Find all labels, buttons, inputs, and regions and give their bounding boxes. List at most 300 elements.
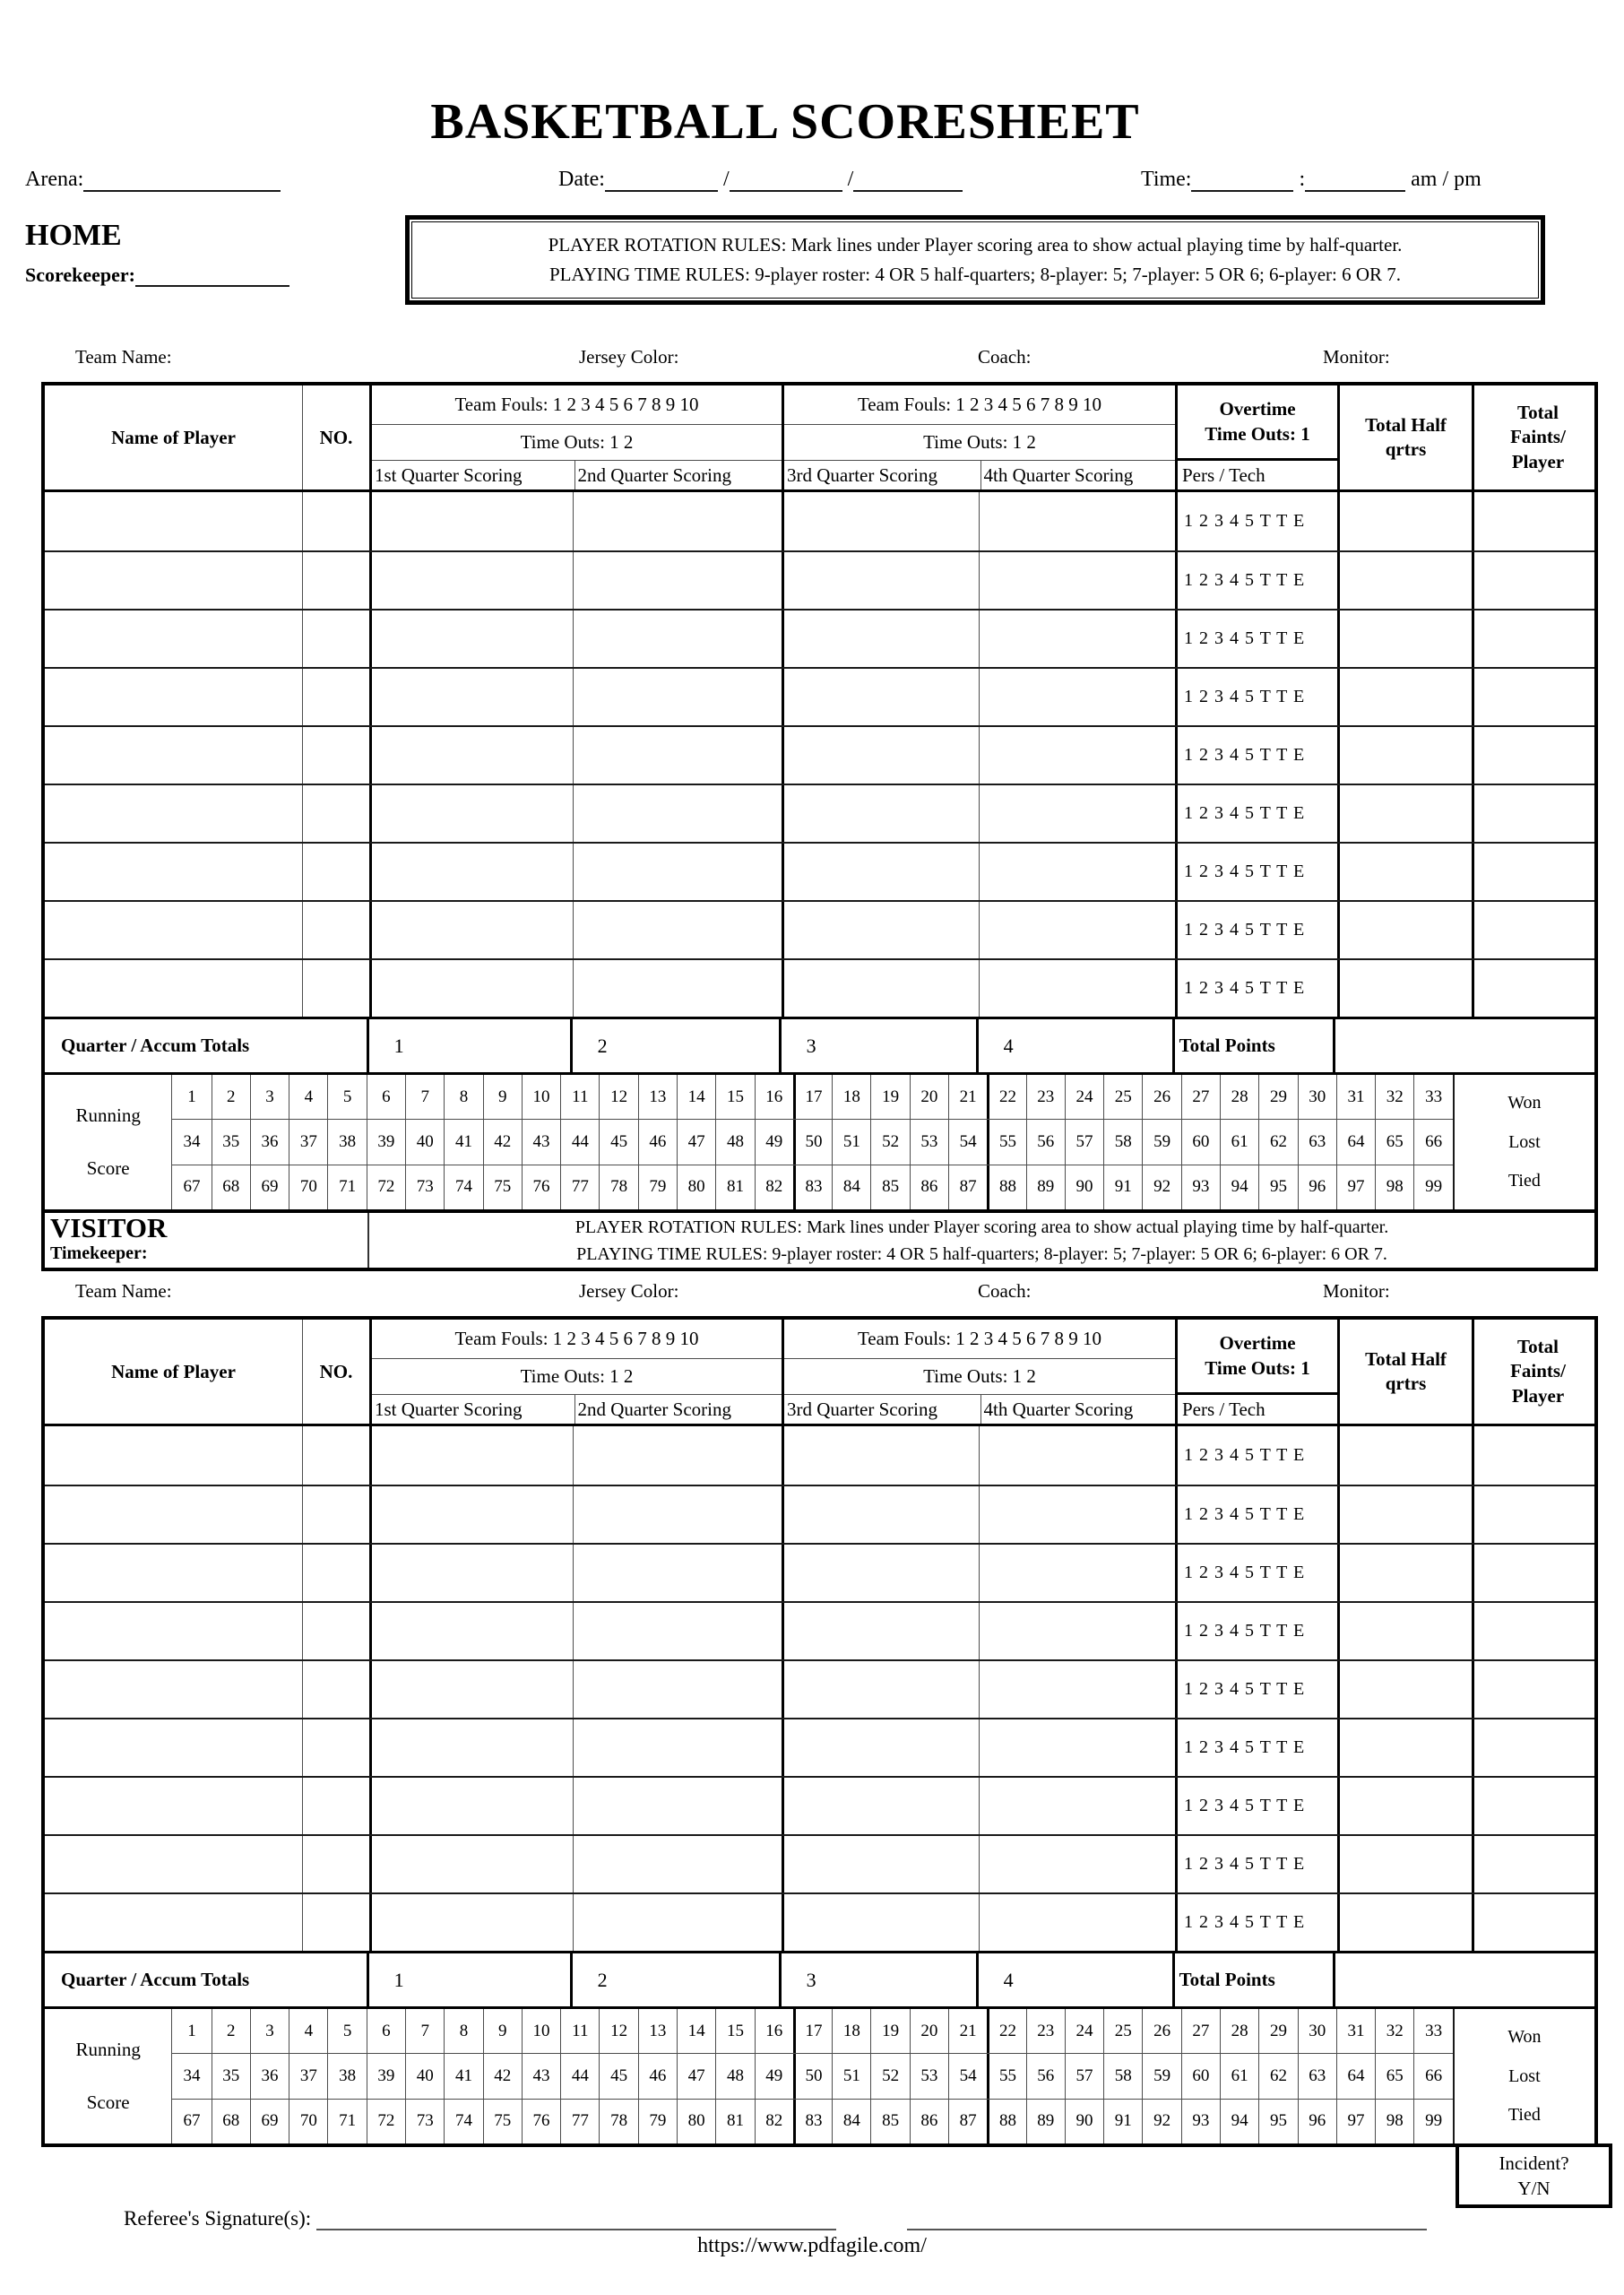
q1-scoring-cell[interactable] (369, 1836, 573, 1892)
q1-scoring-cell[interactable] (369, 785, 573, 842)
running-score-cell[interactable]: 15 (715, 1075, 754, 1119)
total-half-qrtrs-cell[interactable] (1337, 785, 1472, 842)
running-score-cell[interactable]: 49 (755, 2054, 793, 2098)
running-score-cell[interactable]: 91 (1103, 2100, 1142, 2143)
q2-scoring-cell[interactable] (573, 785, 782, 842)
running-score-cell[interactable]: 84 (832, 1165, 870, 1209)
total-half-qrtrs-cell[interactable] (1337, 1661, 1472, 1718)
running-score-cell[interactable]: 91 (1103, 1165, 1142, 1209)
running-score-cell[interactable]: 10 (522, 1075, 560, 1119)
total-faints-cell[interactable] (1472, 1894, 1602, 1951)
running-score-cell[interactable]: 93 (1181, 1165, 1220, 1209)
running-score-cell[interactable]: 21 (948, 1075, 987, 1119)
player-name-cell[interactable] (45, 1836, 302, 1892)
running-score-cell[interactable]: 34 (183, 1131, 201, 1151)
running-score-cell[interactable]: 82 (755, 1165, 793, 1209)
running-score-cell[interactable]: 94 (1220, 2100, 1258, 2143)
running-score-cell[interactable]: 23 (1026, 2009, 1065, 2053)
running-score-cell[interactable]: 47 (677, 2054, 715, 2098)
q2-scoring-cell[interactable] (573, 1778, 782, 1834)
total-half-qrtrs-cell[interactable] (1337, 1894, 1472, 1951)
running-score-cell[interactable]: 11 (560, 2009, 599, 2053)
q1-scoring-cell[interactable] (369, 552, 573, 609)
running-score-cell[interactable]: 4 (289, 2009, 327, 2053)
running-score-cell[interactable]: 77 (560, 1165, 599, 1209)
q1-scoring-cell[interactable] (369, 1778, 573, 1834)
date-day-field[interactable] (730, 165, 842, 192)
q4-total-cell[interactable]: 4 (976, 1953, 1172, 2006)
running-score-cell[interactable]: 13 (638, 2009, 677, 2053)
running-score-cell[interactable]: 65 (1375, 1120, 1413, 1164)
running-score-cell[interactable]: 95 (1258, 2100, 1297, 2143)
player-number-cell[interactable] (302, 1545, 369, 1601)
running-score-cell[interactable]: 64 (1336, 2054, 1375, 2098)
running-score-cell[interactable]: 61 (1220, 2054, 1258, 2098)
running-score-cell[interactable]: 17 (793, 1075, 832, 1119)
player-number-cell[interactable] (302, 1426, 369, 1485)
running-score-cell[interactable]: 77 (560, 2100, 599, 2143)
q3-scoring-cell[interactable] (782, 785, 979, 842)
player-name-cell[interactable] (45, 1426, 302, 1485)
q2-total-cell[interactable]: 2 (570, 1953, 779, 2006)
q2-scoring-cell[interactable] (573, 669, 782, 725)
q3-scoring-cell[interactable] (782, 1719, 979, 1776)
total-half-qrtrs-cell[interactable] (1337, 727, 1472, 784)
running-score-cell[interactable]: 65 (1375, 2054, 1413, 2098)
running-score-cell[interactable]: 1 (187, 1087, 196, 1106)
running-score-cell[interactable]: 40 (405, 2054, 444, 2098)
q4-scoring-cell[interactable] (979, 844, 1175, 900)
player-number-cell[interactable] (302, 1894, 369, 1951)
running-score-cell[interactable]: 83 (793, 1165, 832, 1209)
time-outs-header-1[interactable]: Time Outs: 1 2 (372, 425, 782, 461)
total-faints-cell[interactable] (1472, 1778, 1602, 1834)
running-score-cell[interactable]: 85 (870, 1165, 909, 1209)
running-score-cell[interactable]: 26 (1142, 1075, 1180, 1119)
running-score-cell[interactable]: 29 (1258, 2009, 1297, 2053)
footer-url[interactable]: https://www.pdfagile.com/ (697, 2234, 927, 2257)
q4-scoring-cell[interactable] (979, 785, 1175, 842)
total-half-qrtrs-cell[interactable] (1337, 1603, 1472, 1659)
running-score-cell[interactable]: 37 (289, 1120, 327, 1164)
running-score-cell[interactable]: 63 (1298, 2054, 1336, 2098)
q2-scoring-cell[interactable] (573, 492, 782, 550)
player-name-cell[interactable] (45, 960, 302, 1017)
total-half-qrtrs-cell[interactable] (1337, 552, 1472, 609)
q3-scoring-cell[interactable] (782, 1426, 979, 1485)
q1-scoring-cell[interactable] (369, 1426, 573, 1485)
q4-scoring-cell[interactable] (979, 611, 1175, 667)
running-score-cell[interactable]: 80 (677, 2100, 715, 2143)
result-option[interactable]: Lost (1508, 2066, 1541, 2086)
time-outs-header-2[interactable]: Time Outs: 1 2 (784, 425, 1175, 461)
running-score-cell[interactable]: 39 (367, 2054, 405, 2098)
q2-scoring-cell[interactable] (573, 902, 782, 958)
pers-tech-foul-scale[interactable]: 1 2 3 4 5 T T E (1175, 1719, 1337, 1776)
running-score-cell[interactable]: 95 (1258, 1165, 1297, 1209)
running-score-cell[interactable]: 54 (948, 1120, 987, 1164)
q3-scoring-cell[interactable] (782, 1836, 979, 1892)
running-score-cell[interactable]: 52 (870, 2054, 909, 2098)
q1-scoring-cell[interactable] (369, 1894, 573, 1951)
running-score-cell[interactable]: 56 (1026, 1120, 1065, 1164)
running-score-cell[interactable]: 70 (289, 2100, 327, 2143)
q2-scoring-cell[interactable] (573, 1486, 782, 1543)
running-score-cell[interactable]: 8 (444, 2009, 482, 2053)
running-score-cell[interactable]: 2 (212, 1075, 250, 1119)
q2-scoring-cell[interactable] (573, 960, 782, 1017)
player-number-cell[interactable] (302, 1603, 369, 1659)
player-name-cell[interactable] (45, 727, 302, 784)
running-score-cell[interactable]: 60 (1181, 1120, 1220, 1164)
q2-scoring-cell[interactable] (573, 727, 782, 784)
running-score-cell[interactable]: 48 (715, 2054, 754, 2098)
player-number-cell[interactable] (302, 1661, 369, 1718)
running-score-cell[interactable]: 70 (289, 1165, 327, 1209)
running-score-cell[interactable]: 53 (910, 2054, 948, 2098)
total-half-qrtrs-cell[interactable] (1337, 1486, 1472, 1543)
running-score-cell[interactable]: 75 (483, 1165, 522, 1209)
player-name-cell[interactable] (45, 785, 302, 842)
q2-total-cell[interactable]: 2 (570, 1019, 779, 1072)
q3-scoring-cell[interactable] (782, 611, 979, 667)
total-half-qrtrs-cell[interactable] (1337, 1719, 1472, 1776)
q1-scoring-cell[interactable] (369, 1661, 573, 1718)
running-score-cell[interactable]: 78 (599, 2100, 637, 2143)
result-option[interactable]: Won (1507, 2027, 1542, 2048)
q4-scoring-cell[interactable] (979, 1545, 1175, 1601)
running-score-cell[interactable]: 46 (638, 2054, 677, 2098)
pers-tech-foul-scale[interactable]: 1 2 3 4 5 T T E (1175, 844, 1337, 900)
player-number-cell[interactable] (302, 492, 369, 550)
running-score-cell[interactable]: 94 (1220, 1165, 1258, 1209)
total-faints-cell[interactable] (1472, 844, 1602, 900)
total-faints-cell[interactable] (1472, 1836, 1602, 1892)
player-name-cell[interactable] (45, 552, 302, 609)
player-number-cell[interactable] (302, 960, 369, 1017)
q2-scoring-cell[interactable] (573, 1894, 782, 1951)
total-points-value-cell[interactable] (1333, 1953, 1594, 2006)
q3-scoring-cell[interactable] (782, 1486, 979, 1543)
player-name-cell[interactable] (45, 902, 302, 958)
running-score-cell[interactable]: 64 (1336, 1120, 1375, 1164)
running-score-cell[interactable]: 20 (910, 2009, 948, 2053)
q3-scoring-cell[interactable] (782, 1894, 979, 1951)
player-number-cell[interactable] (302, 1486, 369, 1543)
running-score-cell[interactable]: 53 (910, 1120, 948, 1164)
running-score-cell[interactable]: 54 (948, 2054, 987, 2098)
running-score-cell[interactable]: 48 (715, 1120, 754, 1164)
running-score-cell[interactable]: 18 (832, 1075, 870, 1119)
q1-scoring-cell[interactable] (369, 669, 573, 725)
q3-scoring-cell[interactable] (782, 960, 979, 1017)
running-score-cell[interactable]: 42 (483, 1120, 522, 1164)
total-faints-cell[interactable] (1472, 1545, 1602, 1601)
running-score-cell[interactable]: 81 (715, 2100, 754, 2143)
running-score-cell[interactable]: 71 (327, 1165, 366, 1209)
running-score-cell[interactable]: 74 (444, 2100, 482, 2143)
running-score-cell[interactable]: 15 (715, 2009, 754, 2053)
running-score-cell[interactable]: 92 (1142, 1165, 1180, 1209)
running-score-cell[interactable]: 96 (1298, 1165, 1336, 1209)
running-score-cell[interactable]: 43 (522, 2054, 560, 2098)
running-score-cell[interactable]: 21 (948, 2009, 987, 2053)
running-score-cell[interactable]: 88 (987, 1165, 1025, 1209)
overtime-timeouts-header[interactable]: Time Outs: 1 (1205, 1356, 1310, 1379)
running-score-cell[interactable]: 87 (948, 1165, 987, 1209)
running-score-cell[interactable]: 44 (560, 1120, 599, 1164)
running-score-cell[interactable]: 81 (715, 1165, 754, 1209)
time-outs-header-1[interactable]: Time Outs: 1 2 (372, 1359, 782, 1395)
running-score-cell[interactable]: 36 (250, 2054, 289, 2098)
q1-scoring-cell[interactable] (369, 1719, 573, 1776)
q1-total-cell[interactable]: 1 (367, 1019, 570, 1072)
running-score-cell[interactable]: 69 (250, 2100, 289, 2143)
running-score-cell[interactable]: 73 (405, 1165, 444, 1209)
team-fouls-header-2[interactable]: Team Fouls: 1 2 3 4 5 6 7 8 9 10 (784, 385, 1175, 425)
q4-scoring-cell[interactable] (979, 1603, 1175, 1659)
pers-tech-foul-scale[interactable]: 1 2 3 4 5 T T E (1175, 1836, 1337, 1892)
running-score-cell[interactable]: 41 (444, 1120, 482, 1164)
pers-tech-foul-scale[interactable]: 1 2 3 4 5 T T E (1175, 1486, 1337, 1543)
running-score-cell[interactable]: 31 (1336, 1075, 1375, 1119)
signature-line[interactable] (907, 2202, 1427, 2230)
player-name-cell[interactable] (45, 1661, 302, 1718)
q2-scoring-cell[interactable] (573, 611, 782, 667)
q3-scoring-cell[interactable] (782, 727, 979, 784)
player-name-cell[interactable] (45, 1719, 302, 1776)
q2-scoring-cell[interactable] (573, 1719, 782, 1776)
running-score-cell[interactable]: 34 (183, 2066, 201, 2085)
running-score-cell[interactable]: 5 (327, 1075, 366, 1119)
date-month-field[interactable] (605, 165, 718, 192)
running-score-cell[interactable]: 46 (638, 1120, 677, 1164)
pers-tech-foul-scale[interactable]: 1 2 3 4 5 T T E (1175, 1778, 1337, 1834)
running-score-cell[interactable]: 29 (1258, 1075, 1297, 1119)
running-score-cell[interactable]: 57 (1065, 1120, 1103, 1164)
incident-box[interactable] (1456, 2143, 1612, 2208)
running-score-cell[interactable]: 5 (327, 2009, 366, 2053)
total-faints-cell[interactable] (1472, 1426, 1602, 1485)
running-score-cell[interactable]: 85 (870, 2100, 909, 2143)
running-score-cell[interactable]: 98 (1375, 1165, 1413, 1209)
running-score-cell[interactable]: 45 (599, 2054, 637, 2098)
player-number-cell[interactable] (302, 1778, 369, 1834)
running-score-cell[interactable]: 67 (183, 2111, 201, 2131)
running-score-cell[interactable]: 88 (987, 2100, 1025, 2143)
player-number-cell[interactable] (302, 1719, 369, 1776)
total-half-qrtrs-cell[interactable] (1337, 669, 1472, 725)
q2-scoring-cell[interactable] (573, 844, 782, 900)
running-score-cell[interactable]: 59 (1142, 1120, 1180, 1164)
running-score-cell[interactable]: 17 (793, 2009, 832, 2053)
running-score-cell[interactable]: 97 (1336, 1165, 1375, 1209)
q3-scoring-cell[interactable] (782, 1545, 979, 1601)
q3-total-cell[interactable]: 3 (779, 1953, 976, 2006)
running-score-cell[interactable]: 69 (250, 1165, 289, 1209)
running-score-cell[interactable]: 72 (367, 1165, 405, 1209)
player-name-cell[interactable] (45, 1778, 302, 1834)
player-number-cell[interactable] (302, 844, 369, 900)
total-faints-cell[interactable] (1472, 1661, 1602, 1718)
player-number-cell[interactable] (302, 902, 369, 958)
time-hour-field[interactable] (1191, 165, 1293, 192)
pers-tech-foul-scale[interactable]: 1 2 3 4 5 T T E (1175, 492, 1337, 550)
total-faints-cell[interactable] (1472, 552, 1602, 609)
running-score-cell[interactable]: 11 (560, 1075, 599, 1119)
player-name-cell[interactable] (45, 669, 302, 725)
pers-tech-foul-scale[interactable]: 1 2 3 4 5 T T E (1175, 1661, 1337, 1718)
running-score-cell[interactable]: 32 (1375, 2009, 1413, 2053)
running-score-cell[interactable]: 98 (1375, 2100, 1413, 2143)
pers-tech-foul-scale[interactable]: 1 2 3 4 5 T T E (1175, 611, 1337, 667)
running-score-cell[interactable]: 7 (405, 1075, 444, 1119)
running-score-cell[interactable]: 71 (327, 2100, 366, 2143)
q4-scoring-cell[interactable] (979, 1719, 1175, 1776)
q4-scoring-cell[interactable] (979, 1486, 1175, 1543)
total-faints-cell[interactable] (1472, 785, 1602, 842)
q2-scoring-cell[interactable] (573, 1836, 782, 1892)
result-option[interactable]: Lost (1508, 1131, 1541, 1152)
running-score-cell[interactable]: 97 (1336, 2100, 1375, 2143)
player-name-cell[interactable] (45, 492, 302, 550)
running-score-cell[interactable]: 2 (212, 2009, 250, 2053)
scorekeeper-field[interactable] (135, 262, 289, 287)
running-score-cell[interactable]: 28 (1220, 2009, 1258, 2053)
running-score-cell[interactable]: 37 (289, 2054, 327, 2098)
q2-scoring-cell[interactable] (573, 552, 782, 609)
running-score-cell[interactable]: 7 (405, 2009, 444, 2053)
running-score-cell[interactable]: 9 (483, 1075, 522, 1119)
running-score-cell[interactable]: 78 (599, 1165, 637, 1209)
running-score-cell[interactable]: 60 (1181, 2054, 1220, 2098)
q4-scoring-cell[interactable] (979, 1778, 1175, 1834)
running-score-cell[interactable]: 43 (522, 1120, 560, 1164)
running-score-cell[interactable]: 45 (599, 1120, 637, 1164)
running-score-cell[interactable]: 80 (677, 1165, 715, 1209)
q1-scoring-cell[interactable] (369, 1486, 573, 1543)
running-score-cell[interactable]: 50 (793, 2054, 832, 2098)
running-score-cell[interactable]: 86 (910, 2100, 948, 2143)
running-score-cell[interactable]: 74 (444, 1165, 482, 1209)
total-half-qrtrs-cell[interactable] (1337, 1545, 1472, 1601)
q1-scoring-cell[interactable] (369, 844, 573, 900)
running-score-cell[interactable]: 12 (599, 1075, 637, 1119)
running-score-cell[interactable]: 26 (1142, 2009, 1180, 2053)
player-number-cell[interactable] (302, 552, 369, 609)
total-half-qrtrs-cell[interactable] (1337, 902, 1472, 958)
q4-scoring-cell[interactable] (979, 1426, 1175, 1485)
player-name-cell[interactable] (45, 844, 302, 900)
q2-scoring-cell[interactable] (573, 1603, 782, 1659)
running-score-cell[interactable]: 19 (870, 1075, 909, 1119)
running-score-cell[interactable]: 82 (755, 2100, 793, 2143)
running-score-cell[interactable]: 79 (638, 2100, 677, 2143)
running-score-cell[interactable]: 66 (1413, 1120, 1452, 1164)
running-score-cell[interactable]: 10 (522, 2009, 560, 2053)
running-score-cell[interactable]: 96 (1298, 2100, 1336, 2143)
running-score-cell[interactable]: 84 (832, 2100, 870, 2143)
running-score-cell[interactable]: 19 (870, 2009, 909, 2053)
total-half-qrtrs-cell[interactable] (1337, 611, 1472, 667)
total-faints-cell[interactable] (1472, 902, 1602, 958)
q3-scoring-cell[interactable] (782, 1661, 979, 1718)
q1-total-cell[interactable]: 1 (367, 1953, 570, 2006)
q4-scoring-cell[interactable] (979, 669, 1175, 725)
pers-tech-foul-scale[interactable]: 1 2 3 4 5 T T E (1175, 1603, 1337, 1659)
running-score-cell[interactable]: 3 (250, 2009, 289, 2053)
running-score-cell[interactable]: 72 (367, 2100, 405, 2143)
total-faints-cell[interactable] (1472, 960, 1602, 1017)
running-score-cell[interactable]: 27 (1181, 2009, 1220, 2053)
q4-scoring-cell[interactable] (979, 552, 1175, 609)
running-score-cell[interactable]: 22 (987, 1075, 1025, 1119)
player-name-cell[interactable] (45, 611, 302, 667)
result-option[interactable]: Tied (1507, 1170, 1541, 1191)
total-faints-cell[interactable] (1472, 1603, 1602, 1659)
q4-total-cell[interactable]: 4 (976, 1019, 1172, 1072)
player-name-cell[interactable] (45, 1545, 302, 1601)
running-score-cell[interactable]: 20 (910, 1075, 948, 1119)
running-score-cell[interactable]: 92 (1142, 2100, 1180, 2143)
running-score-cell[interactable]: 33 (1413, 1075, 1452, 1119)
q3-scoring-cell[interactable] (782, 492, 979, 550)
team-fouls-header-1[interactable]: Team Fouls: 1 2 3 4 5 6 7 8 9 10 (372, 385, 782, 425)
arena-field[interactable] (83, 165, 281, 192)
q1-scoring-cell[interactable] (369, 611, 573, 667)
running-score-cell[interactable]: 90 (1065, 2100, 1103, 2143)
q1-scoring-cell[interactable] (369, 492, 573, 550)
q3-scoring-cell[interactable] (782, 1603, 979, 1659)
running-score-cell[interactable]: 75 (483, 2100, 522, 2143)
running-score-cell[interactable]: 51 (832, 2054, 870, 2098)
q2-scoring-cell[interactable] (573, 1545, 782, 1601)
running-score-cell[interactable]: 67 (183, 1177, 201, 1197)
team-fouls-header-2[interactable]: Team Fouls: 1 2 3 4 5 6 7 8 9 10 (784, 1320, 1175, 1359)
player-number-cell[interactable] (302, 727, 369, 784)
running-score-cell[interactable]: 56 (1026, 2054, 1065, 2098)
running-score-cell[interactable]: 83 (793, 2100, 832, 2143)
running-score-cell[interactable]: 31 (1336, 2009, 1375, 2053)
player-number-cell[interactable] (302, 611, 369, 667)
player-name-cell[interactable] (45, 1603, 302, 1659)
total-half-qrtrs-cell[interactable] (1337, 1836, 1472, 1892)
player-number-cell[interactable] (302, 1836, 369, 1892)
q3-scoring-cell[interactable] (782, 552, 979, 609)
total-faints-cell[interactable] (1472, 727, 1602, 784)
q4-scoring-cell[interactable] (979, 960, 1175, 1017)
q1-scoring-cell[interactable] (369, 902, 573, 958)
total-faints-cell[interactable] (1472, 1486, 1602, 1543)
running-score-cell[interactable]: 22 (987, 2009, 1025, 2053)
q4-scoring-cell[interactable] (979, 1836, 1175, 1892)
overtime-timeouts-header[interactable]: Time Outs: 1 (1205, 422, 1310, 445)
running-score-cell[interactable]: 58 (1103, 2054, 1142, 2098)
running-score-cell[interactable]: 62 (1258, 2054, 1297, 2098)
time-minute-field[interactable] (1305, 165, 1405, 192)
running-score-cell[interactable]: 1 (187, 2021, 196, 2040)
running-score-cell[interactable]: 16 (755, 2009, 793, 2053)
running-score-cell[interactable]: 90 (1065, 1165, 1103, 1209)
running-score-cell[interactable]: 4 (289, 1075, 327, 1119)
total-half-qrtrs-cell[interactable] (1337, 960, 1472, 1017)
q1-scoring-cell[interactable] (369, 1603, 573, 1659)
total-points-value-cell[interactable] (1333, 1019, 1594, 1072)
running-score-cell[interactable]: 6 (367, 2009, 405, 2053)
q3-scoring-cell[interactable] (782, 844, 979, 900)
q2-scoring-cell[interactable] (573, 1426, 782, 1485)
running-score-cell[interactable]: 89 (1026, 1165, 1065, 1209)
